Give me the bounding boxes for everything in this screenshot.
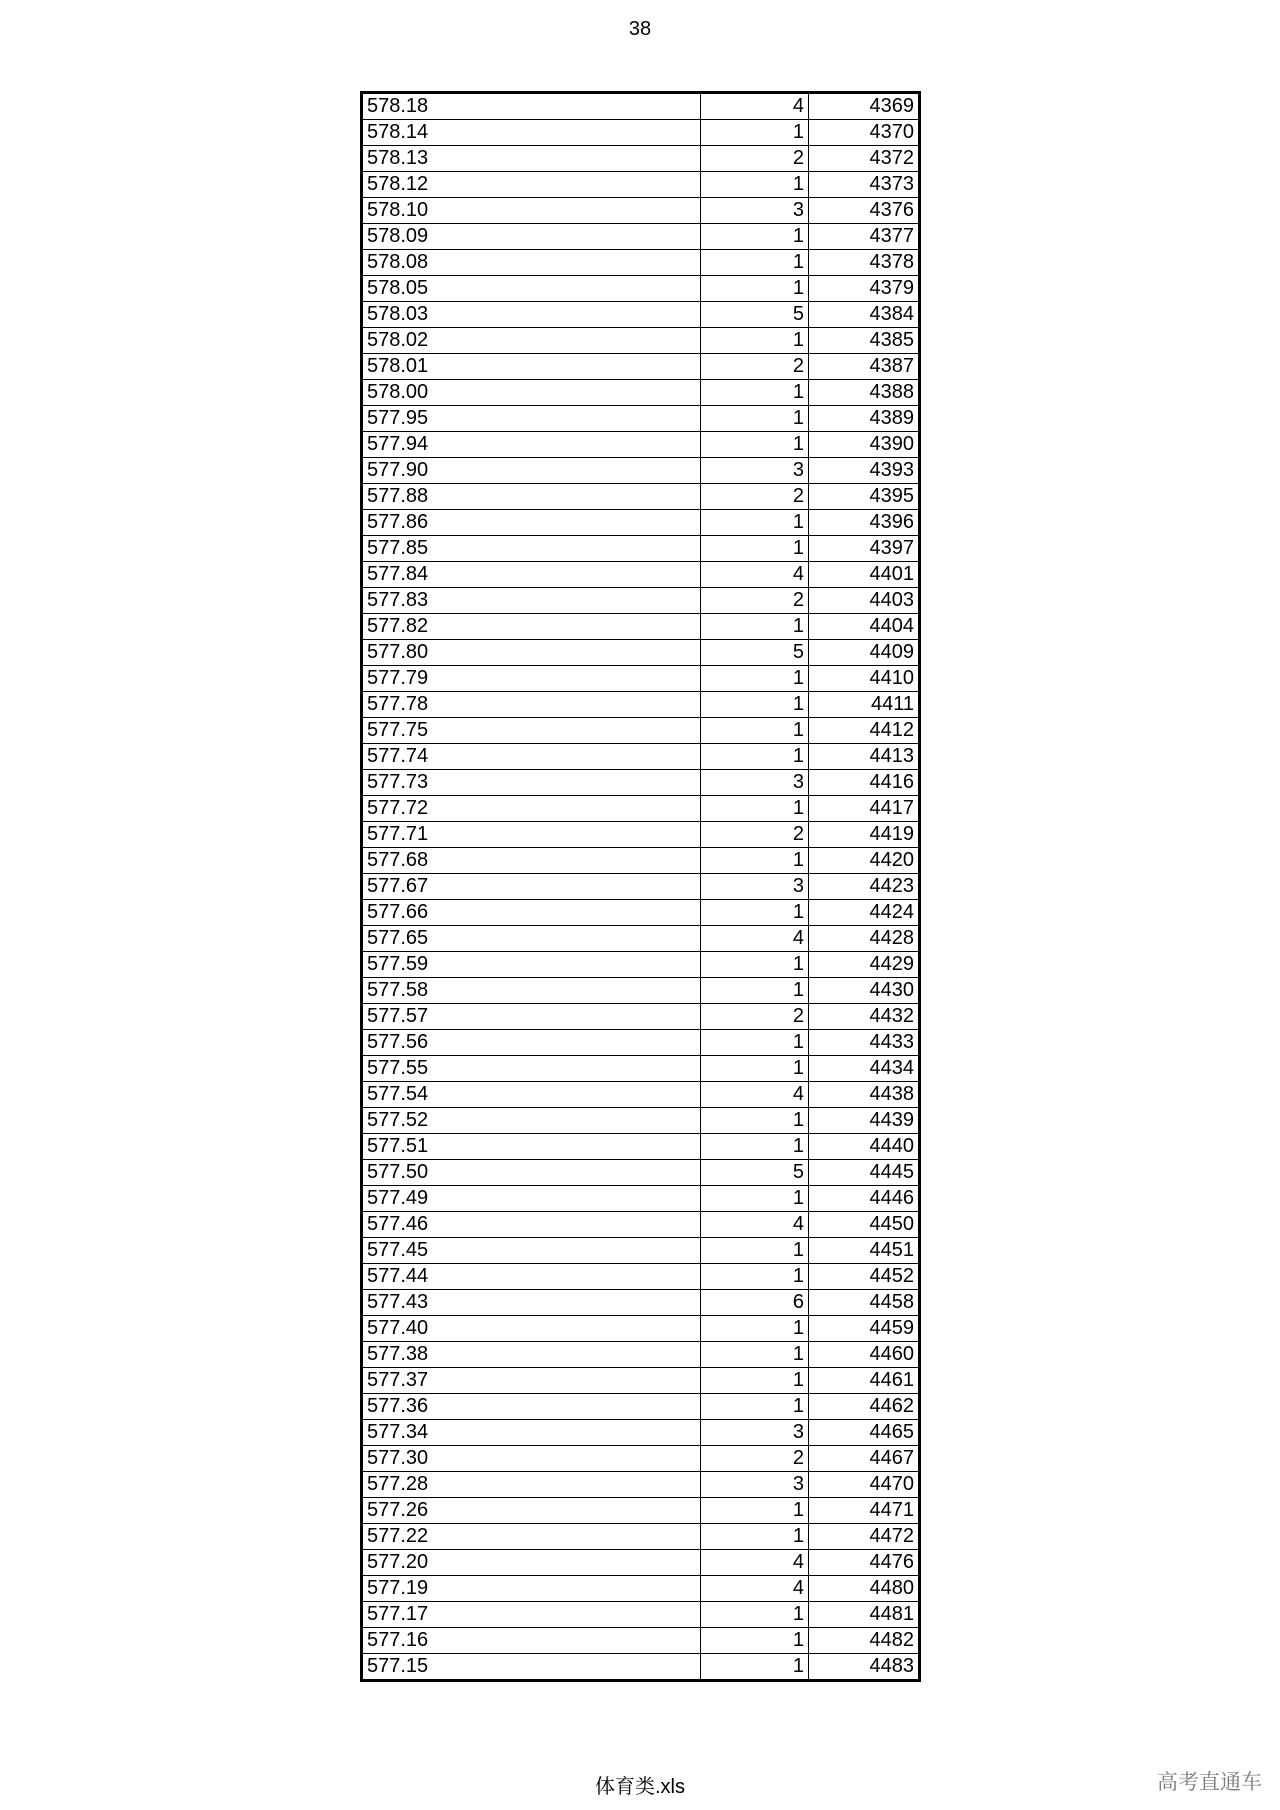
cumulative-cell: 4390 <box>809 432 919 458</box>
count-cell: 2 <box>701 822 809 848</box>
score-cell: 577.80 <box>363 640 701 666</box>
count-cell: 1 <box>701 796 809 822</box>
score-cell: 577.88 <box>363 484 701 510</box>
score-cell: 577.59 <box>363 952 701 978</box>
score-cell: 577.26 <box>363 1498 701 1524</box>
score-cell: 578.18 <box>363 94 701 120</box>
score-cell: 577.19 <box>363 1576 701 1602</box>
table-row <box>363 1056 919 1082</box>
count-cell: 4 <box>701 926 809 952</box>
table-row <box>363 458 919 484</box>
score-cell: 577.68 <box>363 848 701 874</box>
count-cell: 1 <box>701 1628 809 1654</box>
count-cell: 1 <box>701 536 809 562</box>
table-row <box>363 1576 919 1602</box>
table-row <box>363 588 919 614</box>
table-row <box>363 406 919 432</box>
table-row <box>363 1134 919 1160</box>
cumulative-cell: 4396 <box>809 510 919 536</box>
count-cell: 1 <box>701 172 809 198</box>
cumulative-cell: 4404 <box>809 614 919 640</box>
count-cell: 1 <box>701 380 809 406</box>
score-cell: 577.52 <box>363 1108 701 1134</box>
table-row <box>363 120 919 146</box>
score-cell: 577.43 <box>363 1290 701 1316</box>
count-cell: 2 <box>701 354 809 380</box>
cumulative-cell: 4369 <box>809 94 919 120</box>
count-cell: 1 <box>701 406 809 432</box>
score-table <box>362 93 919 1680</box>
score-cell: 577.34 <box>363 1420 701 1446</box>
score-cell: 577.30 <box>363 1446 701 1472</box>
cumulative-cell: 4410 <box>809 666 919 692</box>
score-cell: 578.00 <box>363 380 701 406</box>
score-cell: 577.55 <box>363 1056 701 1082</box>
cumulative-cell: 4384 <box>809 302 919 328</box>
cumulative-cell: 4460 <box>809 1342 919 1368</box>
cumulative-cell: 4397 <box>809 536 919 562</box>
cumulative-cell: 4440 <box>809 1134 919 1160</box>
table-row <box>363 796 919 822</box>
score-cell: 577.67 <box>363 874 701 900</box>
score-cell: 578.02 <box>363 328 701 354</box>
count-cell: 1 <box>701 1524 809 1550</box>
cumulative-cell: 4411 <box>809 692 919 718</box>
table-row <box>363 562 919 588</box>
table-row <box>363 718 919 744</box>
score-cell: 577.56 <box>363 1030 701 1056</box>
count-cell: 4 <box>701 1576 809 1602</box>
cumulative-cell: 4379 <box>809 276 919 302</box>
table-row <box>363 1238 919 1264</box>
table-row <box>363 1654 919 1680</box>
count-cell: 2 <box>701 588 809 614</box>
cumulative-cell: 4428 <box>809 926 919 952</box>
cumulative-cell: 4482 <box>809 1628 919 1654</box>
count-cell: 5 <box>701 640 809 666</box>
count-cell: 1 <box>701 328 809 354</box>
cumulative-cell: 4445 <box>809 1160 919 1186</box>
footer-filename: 体育类.xls <box>595 1776 685 1798</box>
score-cell: 577.95 <box>363 406 701 432</box>
score-cell: 577.46 <box>363 1212 701 1238</box>
cumulative-cell: 4433 <box>809 1030 919 1056</box>
table-row <box>363 328 919 354</box>
cumulative-cell: 4450 <box>809 1212 919 1238</box>
score-cell: 578.12 <box>363 172 701 198</box>
cumulative-cell: 4385 <box>809 328 919 354</box>
table-row <box>363 640 919 666</box>
table-row <box>363 1550 919 1576</box>
count-cell: 1 <box>701 1264 809 1290</box>
table-row <box>363 1030 919 1056</box>
count-cell: 1 <box>701 744 809 770</box>
cumulative-cell: 4467 <box>809 1446 919 1472</box>
count-cell: 1 <box>701 1056 809 1082</box>
table-row <box>363 1394 919 1420</box>
count-cell: 2 <box>701 146 809 172</box>
table-row <box>363 172 919 198</box>
cumulative-cell: 4403 <box>809 588 919 614</box>
cumulative-cell: 4459 <box>809 1316 919 1342</box>
cumulative-cell: 4417 <box>809 796 919 822</box>
count-cell: 4 <box>701 562 809 588</box>
table-row <box>363 250 919 276</box>
score-cell: 577.45 <box>363 1238 701 1264</box>
count-cell: 3 <box>701 874 809 900</box>
score-cell: 578.10 <box>363 198 701 224</box>
score-cell: 577.83 <box>363 588 701 614</box>
table-row <box>363 1602 919 1628</box>
table-row <box>363 926 919 952</box>
cumulative-cell: 4370 <box>809 120 919 146</box>
table-row <box>363 1212 919 1238</box>
score-cell: 578.09 <box>363 224 701 250</box>
count-cell: 1 <box>701 718 809 744</box>
count-cell: 1 <box>701 510 809 536</box>
score-cell: 577.37 <box>363 1368 701 1394</box>
count-cell: 1 <box>701 1368 809 1394</box>
score-cell: 577.36 <box>363 1394 701 1420</box>
cumulative-cell: 4476 <box>809 1550 919 1576</box>
count-cell: 3 <box>701 1420 809 1446</box>
cumulative-cell: 4419 <box>809 822 919 848</box>
table-row <box>363 1264 919 1290</box>
cumulative-cell: 4420 <box>809 848 919 874</box>
count-cell: 1 <box>701 1134 809 1160</box>
watermark: 高考直通车 <box>1157 1771 1262 1794</box>
score-cell: 578.14 <box>363 120 701 146</box>
cumulative-cell: 4413 <box>809 744 919 770</box>
table-row <box>363 1290 919 1316</box>
cumulative-cell: 4387 <box>809 354 919 380</box>
score-cell: 577.75 <box>363 718 701 744</box>
count-cell: 6 <box>701 1290 809 1316</box>
score-cell: 577.57 <box>363 1004 701 1030</box>
score-cell: 577.94 <box>363 432 701 458</box>
table-row <box>363 1628 919 1654</box>
table-row <box>363 822 919 848</box>
table-row <box>363 770 919 796</box>
count-cell: 4 <box>701 1550 809 1576</box>
count-cell: 1 <box>701 692 809 718</box>
count-cell: 1 <box>701 1186 809 1212</box>
table-row <box>363 1368 919 1394</box>
cumulative-cell: 4395 <box>809 484 919 510</box>
cumulative-cell: 4424 <box>809 900 919 926</box>
table-row <box>363 1160 919 1186</box>
score-cell: 577.90 <box>363 458 701 484</box>
score-cell: 578.05 <box>363 276 701 302</box>
table-row <box>363 276 919 302</box>
table-row <box>363 744 919 770</box>
score-cell: 577.54 <box>363 1082 701 1108</box>
count-cell: 1 <box>701 666 809 692</box>
cumulative-cell: 4452 <box>809 1264 919 1290</box>
score-cell: 577.17 <box>363 1602 701 1628</box>
table-row <box>363 198 919 224</box>
cumulative-cell: 4471 <box>809 1498 919 1524</box>
table-row <box>363 510 919 536</box>
score-table-body <box>363 94 919 1680</box>
count-cell: 2 <box>701 1004 809 1030</box>
cumulative-cell: 4470 <box>809 1472 919 1498</box>
count-cell: 1 <box>701 276 809 302</box>
cumulative-cell: 4393 <box>809 458 919 484</box>
score-cell: 577.79 <box>363 666 701 692</box>
table-row <box>363 1446 919 1472</box>
table-row <box>363 848 919 874</box>
cumulative-cell: 4409 <box>809 640 919 666</box>
cumulative-cell: 4480 <box>809 1576 919 1602</box>
score-cell: 577.71 <box>363 822 701 848</box>
score-cell: 577.58 <box>363 978 701 1004</box>
cumulative-cell: 4376 <box>809 198 919 224</box>
score-cell: 577.73 <box>363 770 701 796</box>
cumulative-cell: 4483 <box>809 1654 919 1680</box>
count-cell: 1 <box>701 432 809 458</box>
table-row <box>363 94 919 120</box>
count-cell: 4 <box>701 1212 809 1238</box>
cumulative-cell: 4451 <box>809 1238 919 1264</box>
count-cell: 1 <box>701 1030 809 1056</box>
count-cell: 1 <box>701 120 809 146</box>
table-row <box>363 536 919 562</box>
count-cell: 1 <box>701 1602 809 1628</box>
cumulative-cell: 4446 <box>809 1186 919 1212</box>
score-cell: 577.16 <box>363 1628 701 1654</box>
cumulative-cell: 4481 <box>809 1602 919 1628</box>
count-cell: 3 <box>701 770 809 796</box>
table-row <box>363 692 919 718</box>
table-row <box>363 614 919 640</box>
score-cell: 577.44 <box>363 1264 701 1290</box>
table-row <box>363 1498 919 1524</box>
score-cell: 577.15 <box>363 1654 701 1680</box>
table-row <box>363 146 919 172</box>
table-row <box>363 1420 919 1446</box>
cumulative-cell: 4373 <box>809 172 919 198</box>
table-row <box>363 666 919 692</box>
cumulative-cell: 4429 <box>809 952 919 978</box>
cumulative-cell: 4388 <box>809 380 919 406</box>
count-cell: 2 <box>701 1446 809 1472</box>
count-cell: 1 <box>701 978 809 1004</box>
count-cell: 1 <box>701 250 809 276</box>
table-row <box>363 1342 919 1368</box>
count-cell: 1 <box>701 224 809 250</box>
count-cell: 3 <box>701 458 809 484</box>
cumulative-cell: 4461 <box>809 1368 919 1394</box>
table-row <box>363 952 919 978</box>
table-row <box>363 978 919 1004</box>
table-row <box>363 302 919 328</box>
cumulative-cell: 4378 <box>809 250 919 276</box>
count-cell: 1 <box>701 614 809 640</box>
count-cell: 4 <box>701 1082 809 1108</box>
cumulative-cell: 4389 <box>809 406 919 432</box>
table-row <box>363 1524 919 1550</box>
count-cell: 1 <box>701 1654 809 1680</box>
score-cell: 577.66 <box>363 900 701 926</box>
score-cell: 577.51 <box>363 1134 701 1160</box>
cumulative-cell: 4401 <box>809 562 919 588</box>
table-row <box>363 484 919 510</box>
score-cell: 577.72 <box>363 796 701 822</box>
cumulative-cell: 4472 <box>809 1524 919 1550</box>
count-cell: 4 <box>701 94 809 120</box>
table-row <box>363 354 919 380</box>
count-cell: 1 <box>701 1394 809 1420</box>
page-number: 38 <box>628 18 652 40</box>
table-row <box>363 900 919 926</box>
score-cell: 577.40 <box>363 1316 701 1342</box>
table-row <box>363 380 919 406</box>
count-cell: 1 <box>701 952 809 978</box>
score-cell: 577.28 <box>363 1472 701 1498</box>
score-cell: 578.01 <box>363 354 701 380</box>
count-cell: 3 <box>701 1472 809 1498</box>
table-row <box>363 1004 919 1030</box>
count-cell: 1 <box>701 1342 809 1368</box>
score-cell: 578.03 <box>363 302 701 328</box>
score-cell: 577.20 <box>363 1550 701 1576</box>
score-cell: 577.78 <box>363 692 701 718</box>
table-row <box>363 1108 919 1134</box>
score-cell: 577.82 <box>363 614 701 640</box>
cumulative-cell: 4372 <box>809 146 919 172</box>
cumulative-cell: 4430 <box>809 978 919 1004</box>
cumulative-cell: 4377 <box>809 224 919 250</box>
score-cell: 578.08 <box>363 250 701 276</box>
cumulative-cell: 4439 <box>809 1108 919 1134</box>
score-cell: 577.38 <box>363 1342 701 1368</box>
score-cell: 578.13 <box>363 146 701 172</box>
table-row <box>363 1082 919 1108</box>
table-row <box>363 1186 919 1212</box>
table-row <box>363 432 919 458</box>
cumulative-cell: 4462 <box>809 1394 919 1420</box>
table-row <box>363 224 919 250</box>
cumulative-cell: 4465 <box>809 1420 919 1446</box>
cumulative-cell: 4423 <box>809 874 919 900</box>
count-cell: 1 <box>701 900 809 926</box>
score-cell: 577.84 <box>363 562 701 588</box>
count-cell: 5 <box>701 1160 809 1186</box>
count-cell: 1 <box>701 1316 809 1342</box>
score-cell: 577.74 <box>363 744 701 770</box>
score-cell: 577.49 <box>363 1186 701 1212</box>
cumulative-cell: 4432 <box>809 1004 919 1030</box>
table-row <box>363 874 919 900</box>
cumulative-cell: 4416 <box>809 770 919 796</box>
cumulative-cell: 4458 <box>809 1290 919 1316</box>
count-cell: 5 <box>701 302 809 328</box>
table-row <box>363 1316 919 1342</box>
score-cell: 577.86 <box>363 510 701 536</box>
count-cell: 1 <box>701 1238 809 1264</box>
count-cell: 1 <box>701 1108 809 1134</box>
score-cell: 577.65 <box>363 926 701 952</box>
score-cell: 577.50 <box>363 1160 701 1186</box>
count-cell: 3 <box>701 198 809 224</box>
score-cell: 577.85 <box>363 536 701 562</box>
count-cell: 2 <box>701 484 809 510</box>
cumulative-cell: 4434 <box>809 1056 919 1082</box>
count-cell: 1 <box>701 848 809 874</box>
count-cell: 1 <box>701 1498 809 1524</box>
table-row <box>363 1472 919 1498</box>
cumulative-cell: 4412 <box>809 718 919 744</box>
cumulative-cell: 4438 <box>809 1082 919 1108</box>
score-cell: 577.22 <box>363 1524 701 1550</box>
